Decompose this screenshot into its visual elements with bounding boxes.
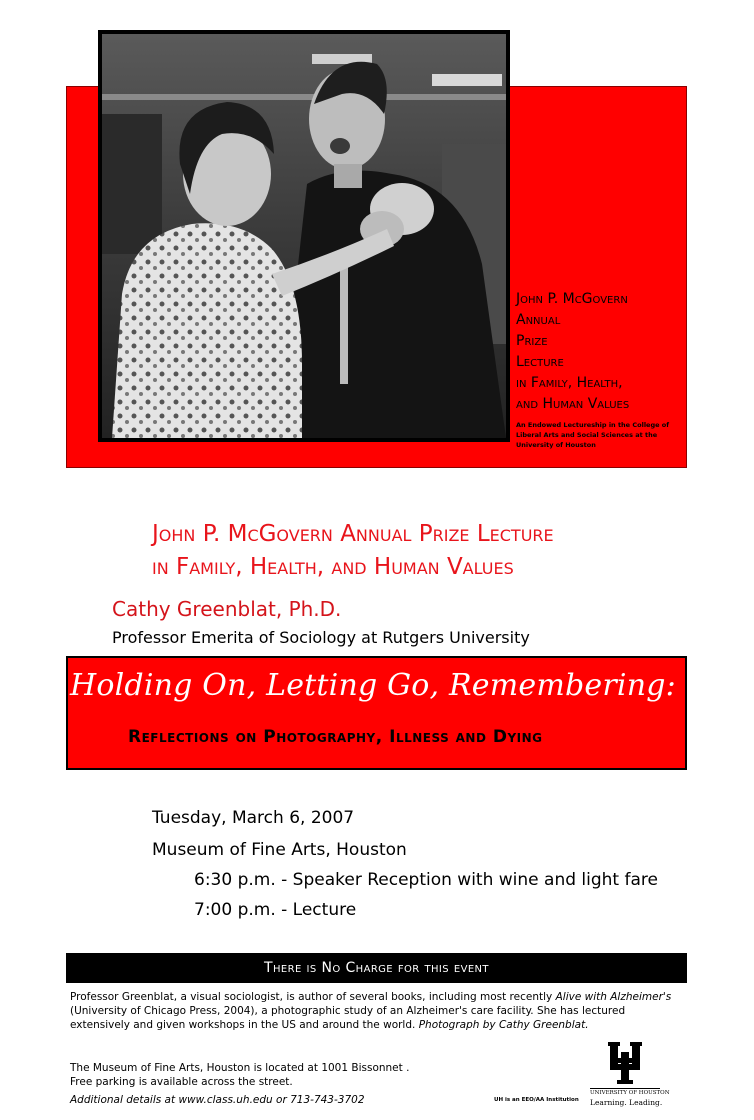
eeo-statement: UH is an EEO/AA Institution (494, 1097, 579, 1103)
talk-subtitle: Reflections on Photography, Illness and Dying (128, 727, 543, 747)
bio-book-title: Alive with Alzheimer's (555, 991, 672, 1003)
university-motto: Learning. Leading. (590, 1098, 663, 1107)
bio-text-continued: (University of Chicago Press, 2004), a photographic study of an Alzheimer's care facility. She has lectured extensively and given workshops in the US and around the world. (70, 1005, 626, 1031)
endowment-note: An Endowed Lectureship in the College of Liberal Arts and Social Sciences at the University of Houston (516, 421, 670, 449)
side-title-line: Prize (516, 333, 548, 349)
side-title-line: Lecture (516, 354, 564, 370)
lecture-title-line1: John P. McGovern Annual Prize Lecture (152, 521, 554, 547)
university-name: UNIVERSITY OF HOUSTON (590, 1090, 670, 1096)
bio-text: Professor Greenblat, a visual sociologist, is author of several books, including most recently (70, 991, 556, 1003)
talk-title: Holding On, Letting Go, Remembering: (70, 668, 676, 703)
event-reception: 6:30 p.m. - Speaker Reception with wine and light fare (194, 870, 658, 890)
speaker-bio (70, 990, 682, 1032)
event-date: Tuesday, March 6, 2007 (152, 808, 355, 828)
photo-illustration (102, 34, 506, 438)
uh-monogram-icon (608, 1042, 642, 1084)
side-title-line: in Family, Health, (516, 375, 623, 391)
no-charge-banner: There is No Charge for this event (66, 953, 687, 983)
additional-details: Additional details at www.class.uh.edu or 713-743-3702 (70, 1094, 365, 1106)
speaker-role: Professor Emerita of Sociology at Rutgers University (112, 628, 530, 647)
location-parking: Free parking is available across the street. (70, 1076, 293, 1088)
side-title-line: and Human Values (516, 396, 630, 412)
lecture-title-line2: in Family, Health, and Human Values (152, 554, 514, 580)
lecture-photo (98, 30, 510, 442)
side-title-line: John P. McGovern (516, 291, 628, 307)
speaker-name: Cathy Greenblat, Ph.D. (112, 597, 342, 621)
side-title-line: Annual (516, 312, 561, 328)
location-info (70, 1061, 450, 1089)
photo-credit: Photograph by Cathy Greenblat. (418, 1019, 589, 1031)
event-lecture-time: 7:00 p.m. - Lecture (194, 900, 357, 920)
university-logo (590, 1040, 670, 1110)
event-venue: Museum of Fine Arts, Houston (152, 840, 407, 860)
lecture-title (152, 518, 554, 584)
location-address: The Museum of Fine Arts, Houston is located at 1001 Bissonnet . (70, 1062, 410, 1074)
side-lecture-title (516, 289, 682, 415)
